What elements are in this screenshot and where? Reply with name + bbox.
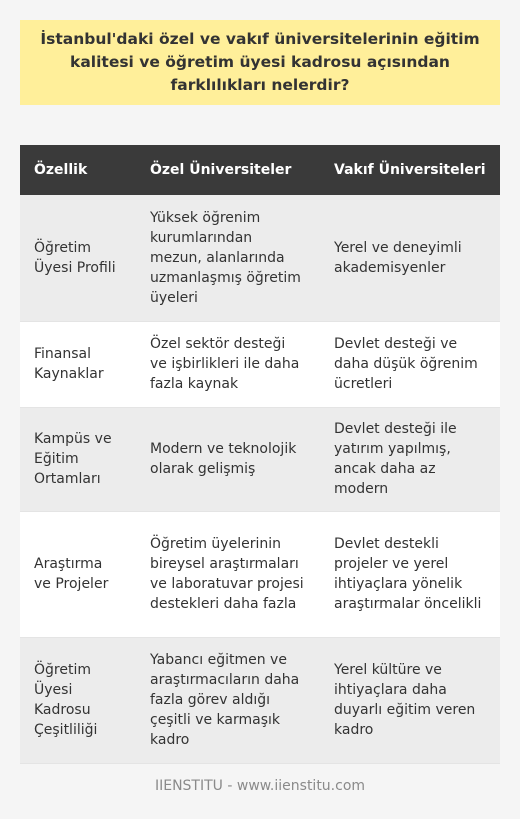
page-title: İstanbul'daki özel ve vakıf üniversitelerinin eğitim kalitesi ve öğretim üyesi kadrosu açısından farklılıkları nelerdir?	[40, 30, 480, 94]
title-banner	[20, 20, 500, 105]
cell-foundation: Devlet desteği ve daha düşük öğrenim ücretleri	[320, 321, 500, 407]
cell-feature: Öğretim Üyesi Kadrosu Çeşitliliği	[20, 637, 136, 763]
cell-feature: Kampüs ve Eğitim Ortamları	[20, 407, 136, 511]
cell-private: Öğretim üyelerinin bireysel araştırmaları ve laboratuvar projesi destekleri daha fazla	[136, 511, 320, 637]
table-row	[20, 637, 500, 763]
cell-private: Özel sektör desteği ve işbirlikleri ile daha fazla kaynak	[136, 321, 320, 407]
cell-foundation: Devlet desteği ile yatırım yapılmış, ancak daha az modern	[320, 407, 500, 511]
cell-feature: Finansal Kaynaklar	[20, 321, 136, 407]
table-row	[20, 321, 500, 407]
table-header-row	[20, 145, 500, 195]
comparison-table	[20, 145, 500, 764]
cell-private: Yabancı eğitmen ve araştırmacıların daha fazla görev aldığı çeşitli ve karmaşık kadro	[136, 637, 320, 763]
footer-credit: IIENSTITU - www.iienstitu.com	[154, 778, 366, 794]
header-foundation: Vakıf Üniversiteleri	[320, 145, 500, 195]
cell-private: Yüksek öğrenim kurumlarından mezun, alanlarında uzmanlaşmış öğretim üyeleri	[136, 195, 320, 321]
table-row	[20, 511, 500, 637]
cell-foundation: Yerel kültüre ve ihtiyaçlara daha duyarlı eğitim veren kadro	[320, 637, 500, 763]
table-row	[20, 195, 500, 321]
cell-foundation: Devlet destekli projeler ve yerel ihtiyaçlara yönelik araştırmalar öncelikli	[320, 511, 500, 637]
cell-foundation: Yerel ve deneyimli akademisyenler	[320, 195, 500, 321]
header-private: Özel Üniversiteler	[136, 145, 320, 195]
cell-private: Modern ve teknolojik olarak gelişmiş	[136, 407, 320, 511]
cell-feature: Öğretim Üyesi Profili	[20, 195, 136, 321]
cell-feature: Araştırma ve Projeler	[20, 511, 136, 637]
header-feature: Özellik	[20, 145, 136, 195]
table-row	[20, 407, 500, 511]
